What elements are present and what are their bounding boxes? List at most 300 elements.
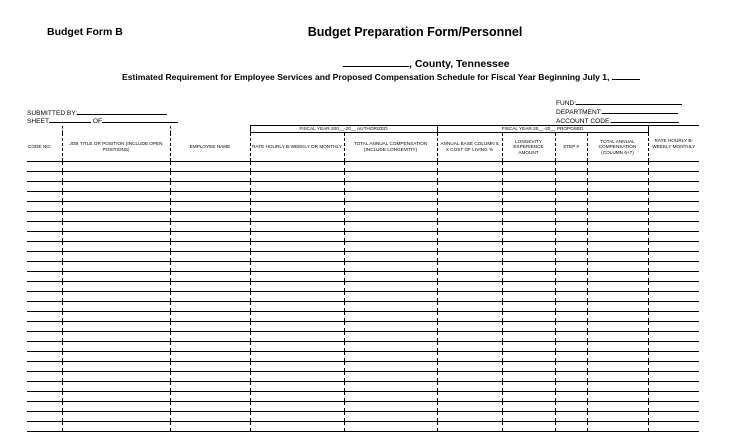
table-cell[interactable] [250,262,344,272]
table-cell[interactable] [250,162,344,172]
table-cell[interactable] [648,202,699,212]
table-cell[interactable] [437,202,502,212]
table-cell[interactable] [502,412,555,422]
table-cell[interactable] [170,222,250,232]
table-cell[interactable] [587,322,648,332]
table-cell[interactable] [648,262,699,272]
table-cell[interactable] [27,342,62,352]
table-cell[interactable] [648,342,699,352]
table-cell[interactable] [437,392,502,402]
table-cell[interactable] [555,172,587,182]
table-cell[interactable] [587,332,648,342]
table-cell[interactable] [555,352,587,362]
table-cell[interactable] [587,232,648,242]
table-cell[interactable] [344,252,437,262]
table-cell[interactable] [27,402,62,412]
table-cell[interactable] [170,412,250,422]
table-cell[interactable] [437,372,502,382]
fund-blank[interactable] [576,97,682,105]
table-cell[interactable] [344,302,437,312]
table-cell[interactable] [437,412,502,422]
table-cell[interactable] [344,312,437,322]
table-cell[interactable] [170,242,250,252]
table-cell[interactable] [170,212,250,222]
table-cell[interactable] [250,192,344,202]
table-cell[interactable] [250,412,344,422]
table-cell[interactable] [648,332,699,342]
table-row [27,412,699,422]
table-cell[interactable] [502,292,555,302]
table-cell[interactable] [170,272,250,282]
table-row [27,372,699,382]
table-cell[interactable] [250,332,344,342]
table-cell[interactable] [587,312,648,322]
table-cell[interactable] [502,392,555,402]
table-cell[interactable] [170,422,250,432]
table-cell[interactable] [62,162,170,172]
table-cell[interactable] [344,382,437,392]
table-cell[interactable] [27,242,62,252]
table-cell[interactable] [587,352,648,362]
table-cell[interactable] [555,292,587,302]
table-cell[interactable] [344,372,437,382]
department-blank[interactable] [602,106,678,114]
table-cell[interactable] [27,352,62,362]
table-cell[interactable] [648,252,699,262]
table-cell[interactable] [27,382,62,392]
group-header-row [27,126,699,133]
table-cell[interactable] [555,192,587,202]
table-cell[interactable] [27,162,62,172]
table-cell[interactable] [344,172,437,182]
table-cell[interactable] [170,372,250,382]
table-cell[interactable] [170,192,250,202]
table-cell[interactable] [62,232,170,242]
table-cell[interactable] [587,262,648,272]
table-cell[interactable] [344,362,437,372]
table-cell[interactable] [437,222,502,232]
table-cell[interactable] [250,292,344,302]
table-row [27,232,699,242]
table-cell[interactable] [587,422,648,432]
table-cell[interactable] [344,402,437,412]
table-cell[interactable] [62,192,170,202]
table-cell[interactable] [250,302,344,312]
table-cell[interactable] [250,312,344,322]
table-cell[interactable] [648,222,699,232]
table-cell[interactable] [648,312,699,322]
table-cell[interactable] [587,162,648,172]
table-cell[interactable] [648,362,699,372]
table-cell[interactable] [344,182,437,192]
table-cell[interactable] [62,212,170,222]
table-cell[interactable] [502,282,555,292]
table-cell[interactable] [62,422,170,432]
table-cell[interactable] [170,352,250,362]
table-cell[interactable] [555,412,587,422]
table-cell[interactable] [62,362,170,372]
table-cell[interactable] [27,392,62,402]
table-cell[interactable] [437,312,502,322]
table-cell[interactable] [502,172,555,182]
table-cell[interactable] [170,162,250,172]
table-cell[interactable] [170,292,250,302]
table-cell[interactable] [27,172,62,182]
table-cell[interactable] [250,282,344,292]
table-cell[interactable] [250,422,344,432]
table-cell[interactable] [648,282,699,292]
table-cell[interactable] [587,172,648,182]
table-cell[interactable] [502,242,555,252]
table-cell[interactable] [437,212,502,222]
table-cell[interactable] [62,252,170,262]
table-cell[interactable] [587,272,648,282]
table-cell[interactable] [27,302,62,312]
table-cell[interactable] [648,302,699,312]
group-proposed: FISCAL YEAR 20__-20__ PROPOSED [437,126,648,133]
table-cell[interactable] [437,282,502,292]
col-rate-authorized: RATE HOURLY B-WEEKLY OR MONTHLY [250,133,344,162]
sheet-label: SHEET [27,118,49,125]
table-cell[interactable] [555,332,587,342]
table-cell[interactable] [250,322,344,332]
table-cell[interactable] [27,282,62,292]
table-cell[interactable] [555,372,587,382]
table-cell[interactable] [170,312,250,322]
table-cell[interactable] [437,172,502,182]
table-cell[interactable] [502,372,555,382]
table-cell[interactable] [344,222,437,232]
of-blank[interactable] [102,115,178,123]
table-cell[interactable] [344,232,437,242]
table-cell[interactable] [648,172,699,182]
table-cell[interactable] [555,272,587,282]
table-cell[interactable] [62,172,170,182]
table-cell[interactable] [27,262,62,272]
table-cell[interactable] [555,302,587,312]
table-cell[interactable] [344,242,437,252]
table-cell[interactable] [502,262,555,272]
table-cell[interactable] [170,402,250,412]
table-cell[interactable] [62,272,170,282]
table-cell[interactable] [502,202,555,212]
table-cell[interactable] [587,182,648,192]
table-cell[interactable] [170,382,250,392]
column-header-row [27,133,699,162]
table-cell[interactable] [437,242,502,252]
table-cell[interactable] [250,362,344,372]
table-cell[interactable] [555,232,587,242]
table-cell[interactable] [587,282,648,292]
table-row [27,402,699,412]
table-cell[interactable] [62,222,170,232]
table-cell[interactable] [648,382,699,392]
table-cell[interactable] [555,322,587,332]
table-cell[interactable] [170,362,250,372]
table-cell[interactable] [250,232,344,242]
table-cell[interactable] [502,422,555,432]
table-cell[interactable] [344,202,437,212]
table-cell[interactable] [170,262,250,272]
table-cell[interactable] [587,222,648,232]
table-cell[interactable] [344,212,437,222]
table-cell[interactable] [587,212,648,222]
table-cell[interactable] [27,212,62,222]
table-cell[interactable] [555,242,587,252]
table-cell[interactable] [250,222,344,232]
table-cell[interactable] [170,172,250,182]
table-cell[interactable] [502,352,555,362]
table-cell[interactable] [437,332,502,342]
table-cell[interactable] [27,362,62,372]
table-cell[interactable] [502,252,555,262]
table-cell[interactable] [587,412,648,422]
table-cell[interactable] [344,272,437,282]
table-cell[interactable] [437,362,502,372]
table-cell[interactable] [502,232,555,242]
table-cell[interactable] [555,422,587,432]
table-cell[interactable] [648,242,699,252]
table-cell[interactable] [170,202,250,212]
table-cell[interactable] [648,422,699,432]
table-cell[interactable] [62,282,170,292]
table-cell[interactable] [502,222,555,232]
table-cell[interactable] [587,292,648,302]
table-cell[interactable] [502,382,555,392]
table-cell[interactable] [170,332,250,342]
table-cell[interactable] [502,322,555,332]
table-cell[interactable] [27,412,62,422]
table-cell[interactable] [437,262,502,272]
table-cell[interactable] [648,182,699,192]
table-row [27,182,699,192]
table-cell[interactable] [555,382,587,392]
table-cell[interactable] [344,332,437,342]
table-cell[interactable] [62,342,170,352]
table-cell[interactable] [587,362,648,372]
table-cell[interactable] [62,322,170,332]
table-cell[interactable] [437,232,502,242]
table-cell[interactable] [437,382,502,392]
table-cell[interactable] [437,352,502,362]
table-cell[interactable] [62,302,170,312]
table-cell[interactable] [27,272,62,282]
table-row [27,342,699,352]
table-cell[interactable] [648,322,699,332]
table-cell[interactable] [437,302,502,312]
sheet-blank[interactable] [49,115,91,123]
submitted-by-blank[interactable] [77,107,167,115]
table-cell[interactable] [27,322,62,332]
table-row [27,252,699,262]
table-cell[interactable] [27,222,62,232]
table-cell[interactable] [587,402,648,412]
year-blank[interactable] [612,71,640,80]
table-row [27,172,699,182]
table-cell[interactable] [62,382,170,392]
table-cell[interactable] [555,402,587,412]
table-cell[interactable] [62,402,170,412]
table-cell[interactable] [344,192,437,202]
table-cell[interactable] [555,392,587,402]
table-cell[interactable] [587,382,648,392]
table-cell[interactable] [555,202,587,212]
table-cell[interactable] [437,272,502,282]
account-code-label: ACCOUNT CODE: [556,118,612,125]
table-cell[interactable] [555,182,587,192]
table-cell[interactable] [437,292,502,302]
table-cell[interactable] [344,342,437,352]
table-cell[interactable] [587,202,648,212]
table-cell[interactable] [648,232,699,242]
table-cell[interactable] [555,212,587,222]
table-cell[interactable] [502,342,555,352]
table-cell[interactable] [555,222,587,232]
table-cell[interactable] [170,342,250,352]
table-cell[interactable] [648,212,699,222]
table-cell[interactable] [250,352,344,362]
table-cell[interactable] [250,372,344,382]
table-cell[interactable] [62,412,170,422]
table-cell[interactable] [437,342,502,352]
account-code-blank[interactable] [611,115,679,123]
table-cell[interactable] [344,282,437,292]
table-cell[interactable] [250,252,344,262]
table-row [27,332,699,342]
table-cell[interactable] [62,202,170,212]
table-cell[interactable] [648,272,699,282]
table-cell[interactable] [555,252,587,262]
table-cell[interactable] [648,162,699,172]
county-suffix: , County, Tennessee [409,58,510,70]
table-cell[interactable] [250,392,344,402]
table-cell[interactable] [437,322,502,332]
table-cell[interactable] [250,382,344,392]
table-cell[interactable] [250,242,344,252]
table-cell[interactable] [27,202,62,212]
table-row [27,312,699,322]
table-cell[interactable] [62,392,170,402]
table-cell[interactable] [250,182,344,192]
table-cell[interactable] [587,302,648,312]
table-cell[interactable] [555,312,587,322]
table-cell[interactable] [587,252,648,262]
table-cell[interactable] [502,402,555,412]
table-cell[interactable] [250,202,344,212]
table-cell[interactable] [437,192,502,202]
table-cell[interactable] [27,332,62,342]
table-cell[interactable] [170,232,250,242]
table-cell[interactable] [587,192,648,202]
table-cell[interactable] [250,272,344,282]
form-id: Budget Form B [47,26,123,38]
table-cell[interactable] [502,162,555,172]
table-cell[interactable] [27,252,62,262]
table-cell[interactable] [344,322,437,332]
table-cell[interactable] [170,392,250,402]
table-cell[interactable] [437,422,502,432]
table-cell[interactable] [250,402,344,412]
table-cell[interactable] [62,262,170,272]
table-cell[interactable] [437,402,502,412]
table-cell[interactable] [587,242,648,252]
table-cell[interactable] [250,212,344,222]
table-cell[interactable] [437,162,502,172]
table-cell[interactable] [648,352,699,362]
table-cell[interactable] [344,352,437,362]
table-row [27,262,699,272]
table-cell[interactable] [555,262,587,272]
table-cell[interactable] [62,242,170,252]
table-cell[interactable] [344,392,437,402]
table-cell[interactable] [502,332,555,342]
table-cell[interactable] [27,292,62,302]
table-cell[interactable] [555,362,587,372]
table-cell[interactable] [344,292,437,302]
table-cell[interactable] [502,182,555,192]
table-cell[interactable] [170,252,250,262]
table-row [27,292,699,302]
table-cell[interactable] [555,162,587,172]
table-cell[interactable] [62,312,170,322]
table-cell[interactable] [170,182,250,192]
table-cell[interactable] [648,192,699,202]
table-cell[interactable] [502,312,555,322]
table-cell[interactable] [27,312,62,322]
table-cell[interactable] [170,282,250,292]
table-cell[interactable] [27,372,62,382]
table-cell[interactable] [27,232,62,242]
table-cell[interactable] [648,412,699,422]
table-cell[interactable] [62,352,170,362]
table-cell[interactable] [344,422,437,432]
table-cell[interactable] [587,342,648,352]
table-cell[interactable] [502,362,555,372]
table-cell[interactable] [62,292,170,302]
county-blank[interactable] [343,56,409,67]
table-cell[interactable] [502,302,555,312]
table-cell[interactable] [648,392,699,402]
table-cell[interactable] [648,372,699,382]
table-cell[interactable] [502,212,555,222]
table-cell[interactable] [27,422,62,432]
table-cell[interactable] [437,252,502,262]
table-cell[interactable] [62,182,170,192]
group-authorized: FISCAL YEAR 200__-20__ AUTHORIZED [250,126,437,133]
table-cell[interactable] [502,192,555,202]
table-cell[interactable] [344,412,437,422]
table-cell[interactable] [62,332,170,342]
table-cell[interactable] [587,372,648,382]
table-cell[interactable] [170,322,250,332]
table-cell[interactable] [344,162,437,172]
table-cell[interactable] [250,172,344,182]
table-cell[interactable] [587,392,648,402]
table-row [27,212,699,222]
table-cell[interactable] [250,342,344,352]
table-cell[interactable] [62,372,170,382]
table-cell[interactable] [27,192,62,202]
table-cell[interactable] [502,272,555,282]
table-cell[interactable] [170,302,250,312]
table-cell[interactable] [555,342,587,352]
table-cell[interactable] [344,262,437,272]
table-cell[interactable] [555,282,587,292]
table-cell[interactable] [27,182,62,192]
table-cell[interactable] [437,182,502,192]
table-cell[interactable] [648,292,699,302]
table-cell[interactable] [648,402,699,412]
